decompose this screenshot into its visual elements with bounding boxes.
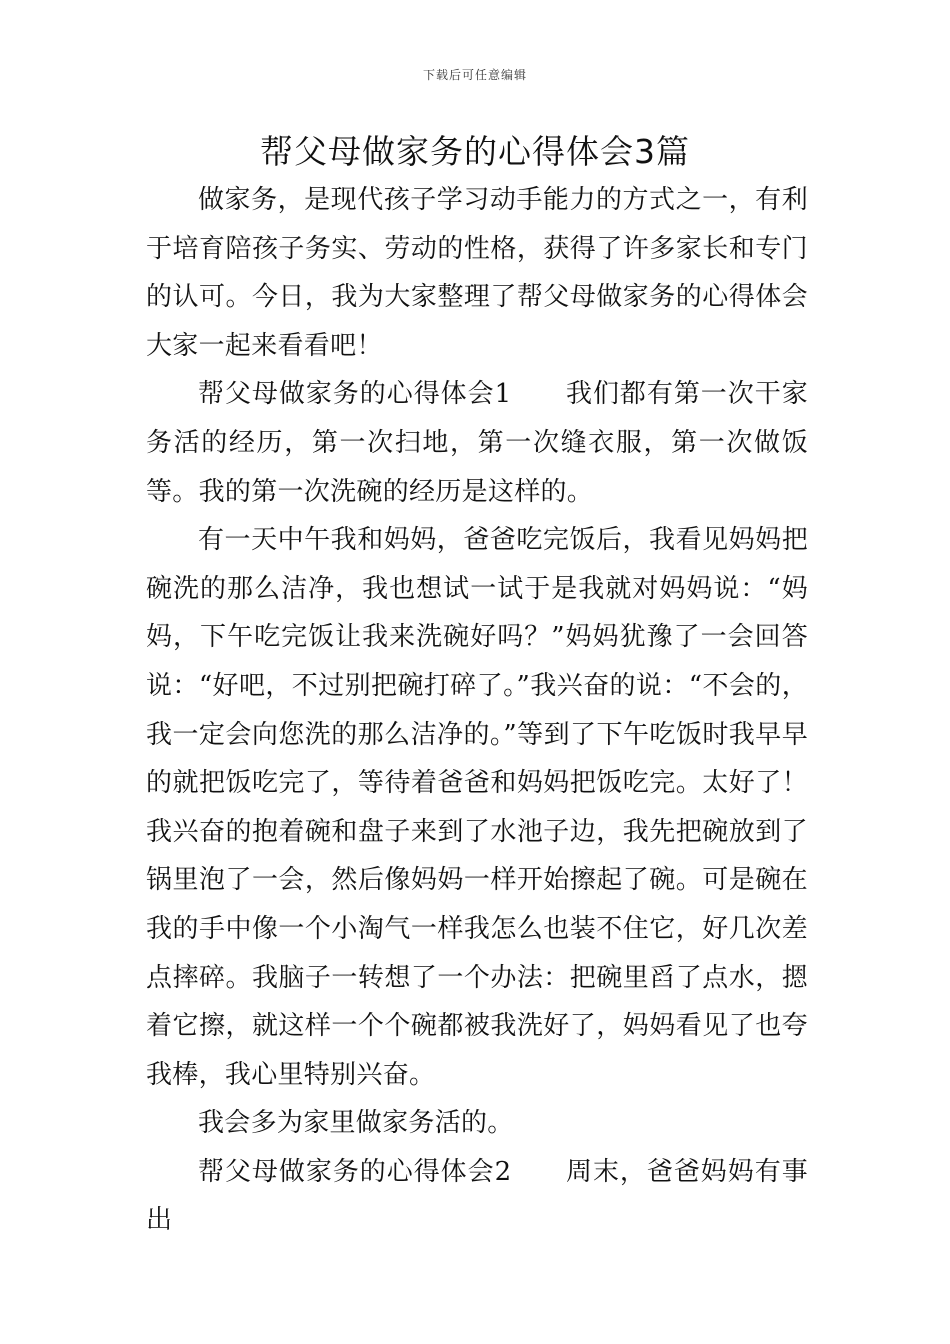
paragraph-dishwashing-story: 有一天中午我和妈妈，爸爸吃完饭后，我看见妈妈把碗洗的那么洁净，我也想试一试于是我就对妈妈说：“妈妈，下午吃完饭让我来洗碗好吗？”妈妈犹豫了一会回答说：“好吧，不过别把碗打碎了。”我兴奋的说：“不会的，我一定会向您洗的那么洁净的。”等到了下午吃饭时我早早的就把饭吃完了，等待着爸爸和妈妈把饭吃完。太好了！我兴奋的抱着碗和盘子来到了水池子边，我先把碗放到了锅里泡了一会，然后像妈妈一样开始擦起了碗。可是碗在我的手中像一个小淘气一样我怎么也装不住它，好几次差点摔碎。我脑子一转想了一个办法：把碗里舀了点水，摁着它擦，就这样一个个碗都被我洗好了，妈妈看见了也夸我棒，我心里特别兴奋。 <box>146 525 808 1090</box>
paragraph-intro: 做家务，是现代孩子学习动手能力的方式之一，有利于培育陪孩子务实、劳动的性格，获得了许多家长和专门的认可。今日，我为大家整理了帮父母做家务的心得体会大家一起来看看吧！ <box>146 185 808 361</box>
header-note: 下载后可任意编辑 <box>422 68 527 82</box>
paragraph-closing: 我会多为家里做家务活的。 <box>198 1108 514 1139</box>
paragraph-section-1-heading: 帮父母做家务的心得体会1 我们都有第一次干家务活的经历，第一次扫地，第一次缝衣服，第一次做饭等。我的第一次洗碗的经历是这样的。 <box>146 379 808 507</box>
paragraph-section-2-heading: 帮父母做家务的心得体会2 周末，爸爸妈妈有事出 <box>146 1156 808 1236</box>
document-body <box>146 176 808 1245</box>
document-title: 帮父母做家务的心得体会3篇 <box>260 132 690 171</box>
